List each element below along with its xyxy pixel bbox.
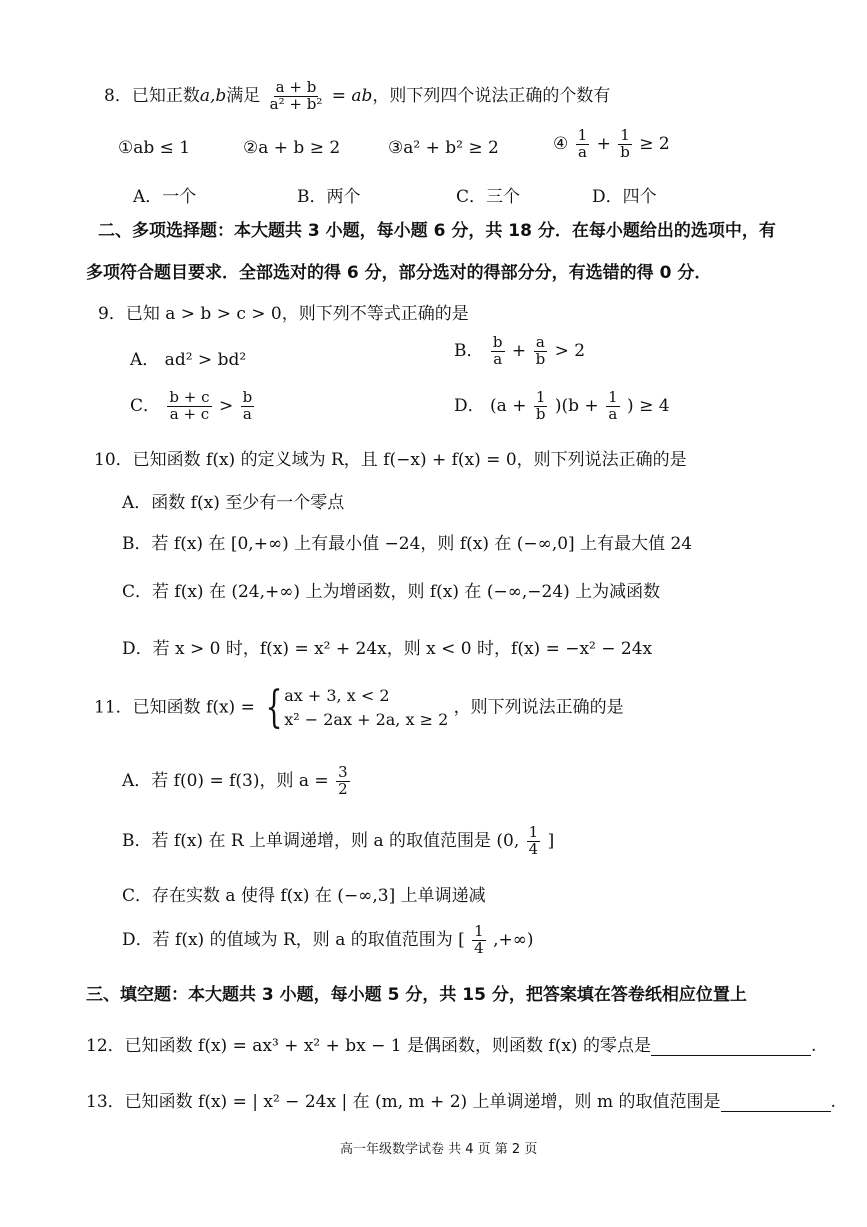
q11-option-a: A．若 f(0) = f(3)，则 a = $\frac{3}{2}$ bbox=[122, 763, 348, 798]
q10-option-c: C．若 f(x) 在 (24,+∞) 上为增函数，则 f(x) 在 (−∞,−24) 上为减函数 bbox=[122, 582, 661, 602]
q13-stem: 13．已知函数 f(x) = | x² − 24x | 在 (m, m + 2) 上单调递增，则 m 的取值范围是 . bbox=[86, 1092, 836, 1112]
q11-stem: 11．已知函数 f(x) = { ax + 3, x < 2 x² − 2ax + 2a, x ≥ 2 ，则下列说法正确的是 bbox=[94, 682, 624, 733]
section3-heading: 三、填空题：本大题共 3 小题，每小题 5 分，共 15 分，把答案填在答卷纸相应位置上 bbox=[86, 985, 747, 1005]
q11-option-c: C．存在实数 a 使得 f(x) 在 (−∞,3] 上单调递减 bbox=[122, 886, 486, 906]
q11-option-b: B．若 f(x) 在 R 上单调递增，则 a 的取值范围是 (0, $\frac{1}{4}$ ] bbox=[122, 823, 555, 858]
q8-fraction: $\frac{a + b}{\text{a² + b²}}$ bbox=[269, 78, 323, 113]
q10-option-d: D．若 x > 0 时，f(x) = x² + 24x，则 x < 0 时，f(x) = −x² − 24x bbox=[122, 639, 653, 659]
q9-option-a: A． ad² > bd² bbox=[130, 350, 247, 370]
q10-stem: 10．已知函数 f(x) 的定义域为 R，且 f(−x) + f(x) = 0，则下列说法正确的是 bbox=[94, 450, 687, 470]
q9-stem: 9．已知 a > b > c > 0，则下列不等式正确的是 bbox=[98, 304, 469, 324]
section2-heading-line2: 多项符合题目要求．全部选对的得 6 分，部分选对的得部分分，有选错的得 0 分． bbox=[86, 263, 712, 283]
page-footer: 高一年级数学试卷 共 4 页 第 2 页 bbox=[340, 1142, 538, 1157]
q11-option-d: D．若 f(x) 的值域为 R，则 a 的取值范围为 [ $\frac{1}{4}$ ,+∞) bbox=[122, 922, 534, 957]
q10-option-a: A．函数 f(x) 至少有一个零点 bbox=[122, 493, 345, 513]
q8-stem: 8．已知正数a,b满足 $\frac{a + b}{\text{a² + b²}}$ = ab，则下列四个说法正确的个数有 bbox=[104, 78, 611, 113]
q13-answer-blank[interactable] bbox=[721, 1091, 831, 1112]
q10-option-b: B．若 f(x) 在 [0,+∞) 上有最小值 −24，则 f(x) 在 (−∞,0] 上有最大值 24 bbox=[122, 534, 693, 554]
q8-statement-3: ③a² + b² ≥ 2 bbox=[388, 138, 499, 158]
q12-stem: 12．已知函数 f(x) = ax³ + x² + bx − 1 是偶函数，则函数 f(x) 的零点是 . bbox=[86, 1036, 817, 1056]
section2-heading-line1: 二、多项选择题：本大题共 3 小题，每小题 6 分，共 18 分．在每小题给出的选项中，有 bbox=[98, 221, 776, 241]
q9-option-c: C． $\frac{b + c}{a + c}$ > $\frac{b}{a}$ bbox=[130, 388, 253, 423]
q8-statement-4: ④ $\frac{1}{a}$ + $\frac{1}{b}$ ≥ 2 bbox=[553, 126, 670, 161]
q9-option-d: D． (a + $\frac{1}{b}$ )(b + $\frac{1}{a}$ ) ≥ 4 bbox=[454, 388, 670, 423]
q9-option-b: B． $\frac{b}{a}$ + $\frac{a}{b}$ > 2 bbox=[454, 333, 586, 368]
q8-option-b: B．两个 bbox=[297, 187, 361, 207]
q8-option-a: A．一个 bbox=[133, 187, 197, 207]
q12-answer-blank[interactable] bbox=[651, 1035, 811, 1056]
q8-statement-2: ②a + b ≥ 2 bbox=[243, 138, 341, 158]
q8-option-c: C．三个 bbox=[456, 187, 521, 207]
q8-option-d: D．四个 bbox=[592, 187, 657, 207]
q8-statement-1: ①ab ≤ 1 bbox=[118, 138, 191, 158]
q11-piecewise: { ax + 3, x < 2 x² − 2ax + 2a, x ≥ 2 bbox=[265, 682, 449, 733]
